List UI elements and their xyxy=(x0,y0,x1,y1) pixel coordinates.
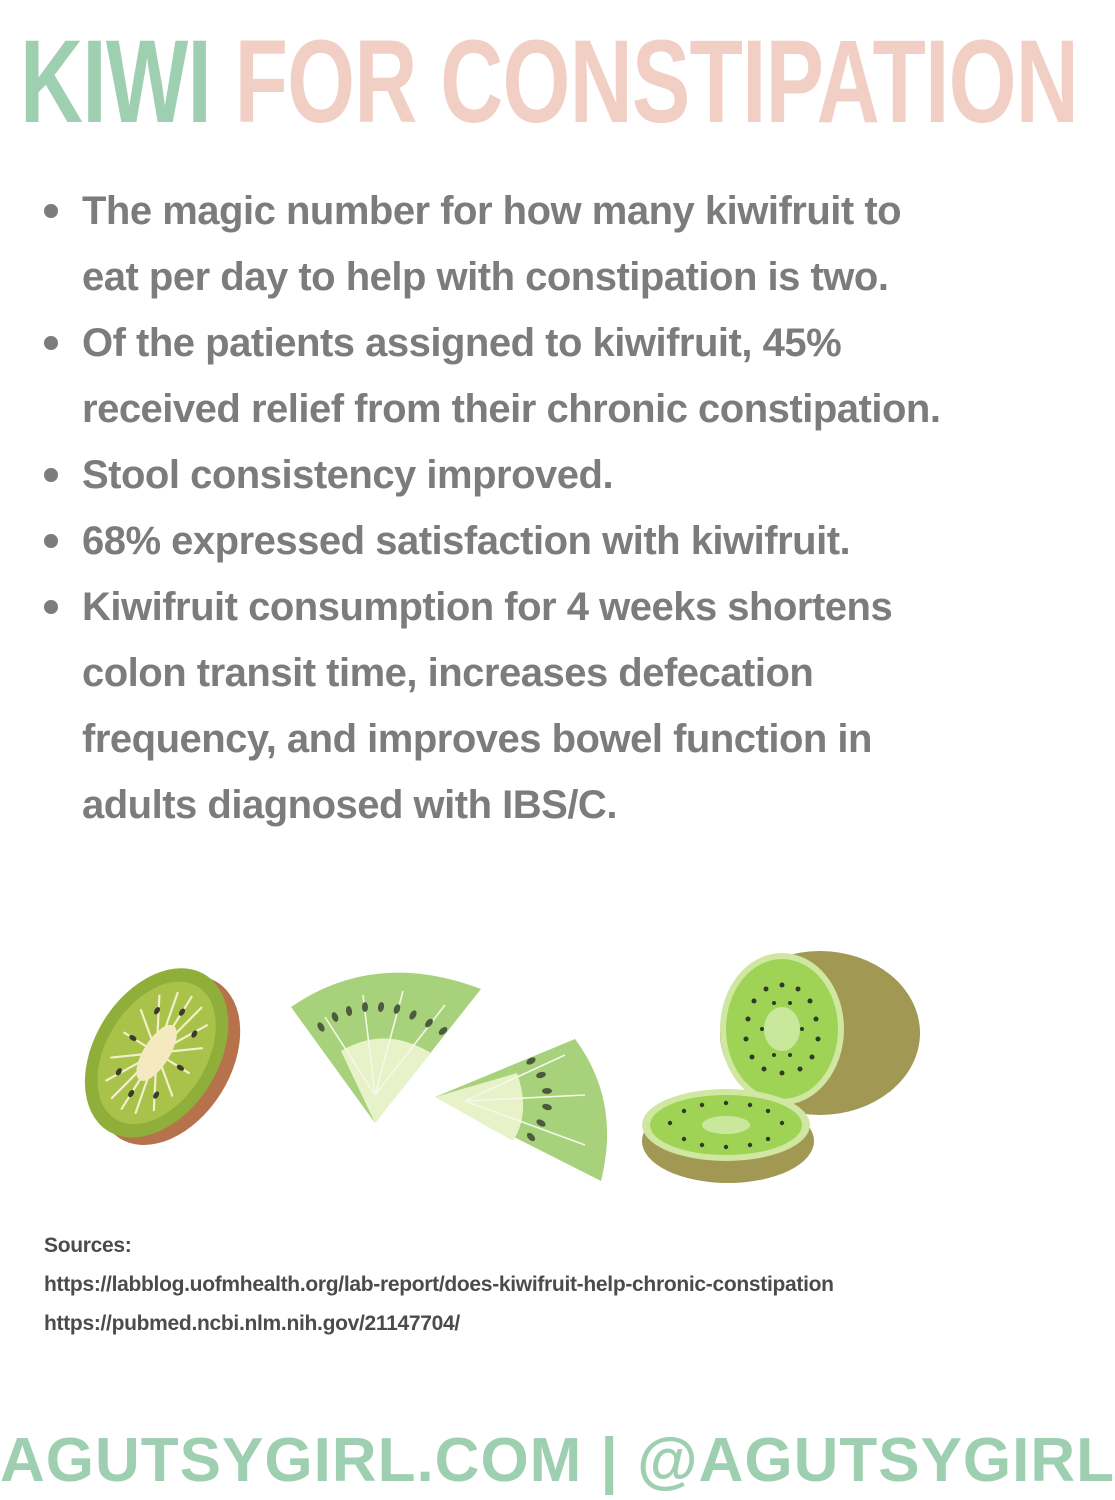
fact-item: The magic number for how many kiwifruit to eat per day to help with constipation is two. xyxy=(34,178,954,310)
fact-item: Stool consistency improved. xyxy=(34,442,954,508)
footer-handle: AGUTSYGIRL.COM | @AGUTSYGIRL xyxy=(0,1426,1115,1495)
title-kiwi: KIWI xyxy=(20,16,212,148)
kiwi-half-icon xyxy=(70,955,250,1155)
page-title xyxy=(20,16,1079,148)
source-link[interactable]: https://labblog.uofmhealth.org/lab-report/does-kiwifruit-help-chronic-constipation xyxy=(44,1273,834,1296)
title-for-constipation: FOR CONSTIPATION xyxy=(234,16,1079,148)
sources-label: Sources: xyxy=(44,1234,132,1257)
sources-section xyxy=(44,1226,984,1343)
kiwi-wedges-icon xyxy=(285,955,615,1185)
fact-item: Of the patients assigned to kiwifruit, 45% received relief from their chronic constipation. xyxy=(34,310,954,442)
fact-list xyxy=(34,178,954,838)
fact-item: 68% expressed satisfaction with kiwifruit. xyxy=(34,508,954,574)
kiwi-cut-pair-icon xyxy=(640,945,930,1190)
fact-item: Kiwifruit consumption for 4 weeks shortens colon transit time, increases defecation frequency, and improves bowel function in adults diagnosed with IBS/C. xyxy=(34,574,954,838)
source-link[interactable]: https://pubmed.ncbi.nlm.nih.gov/21147704/ xyxy=(44,1312,460,1335)
